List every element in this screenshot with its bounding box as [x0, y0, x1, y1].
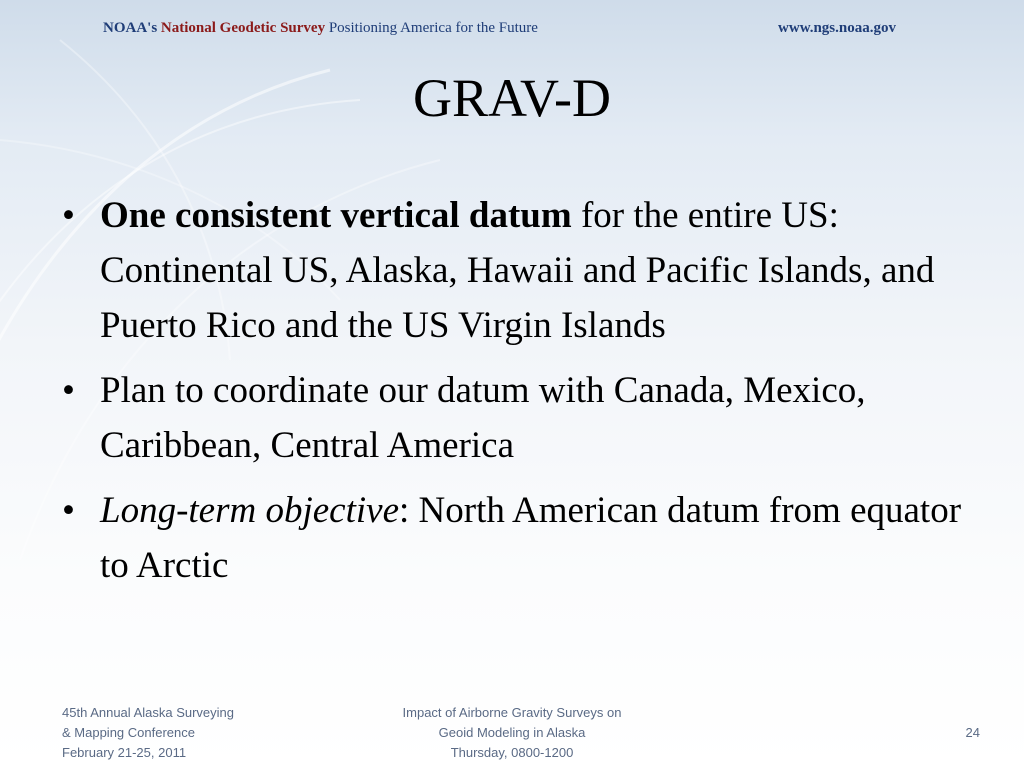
bullet-item: [62, 363, 962, 473]
footer-line: Impact of Airborne Gravity Surveys on: [402, 705, 622, 720]
slide-header: [0, 0, 1024, 48]
header-org-name: National Geodetic Survey: [160, 20, 326, 36]
header-org-prefix: NOAA's: [103, 20, 158, 36]
bullet-list: [62, 188, 962, 603]
bullet-marker: •: [62, 370, 75, 411]
bullet-text: Plan to coordinate our datum with Canada, Mexico, Caribbean, Central America: [100, 370, 866, 466]
bullet-marker: •: [62, 195, 75, 236]
footer-line: & Mapping Conference: [62, 725, 195, 740]
bullet-marker: •: [62, 490, 75, 531]
footer-line: Geoid Modeling in Alaska: [438, 725, 586, 740]
slide-title: GRAV-D: [412, 68, 612, 128]
bullet-emphasis: One consistent vertical datum: [100, 195, 572, 236]
bullet-text: : North American datum from equator to Arctic: [100, 490, 962, 586]
bullet-item: [62, 188, 962, 353]
footer-line: Thursday, 0800-1200: [450, 745, 574, 760]
footer-line: February 21-25, 2011: [62, 745, 187, 760]
bullet-text: for the entire US: Continental US, Alaska, Hawaii and Pacific Islands, and Puerto Rico and the US Virgin Islands: [100, 195, 935, 346]
bullet-item: [62, 483, 962, 593]
bullet-emphasis: Long-term objective: [100, 490, 399, 531]
header-url: www.ngs.noaa.gov: [778, 20, 896, 36]
header-tagline: Positioning America for the Future: [328, 20, 538, 36]
header-organization: [103, 20, 538, 37]
footer-session-info: [362, 703, 662, 763]
footer-line: 45th Annual Alaska Surveying: [62, 705, 235, 720]
slide-number: 24: [965, 725, 980, 740]
footer-conference-info: [62, 703, 322, 763]
